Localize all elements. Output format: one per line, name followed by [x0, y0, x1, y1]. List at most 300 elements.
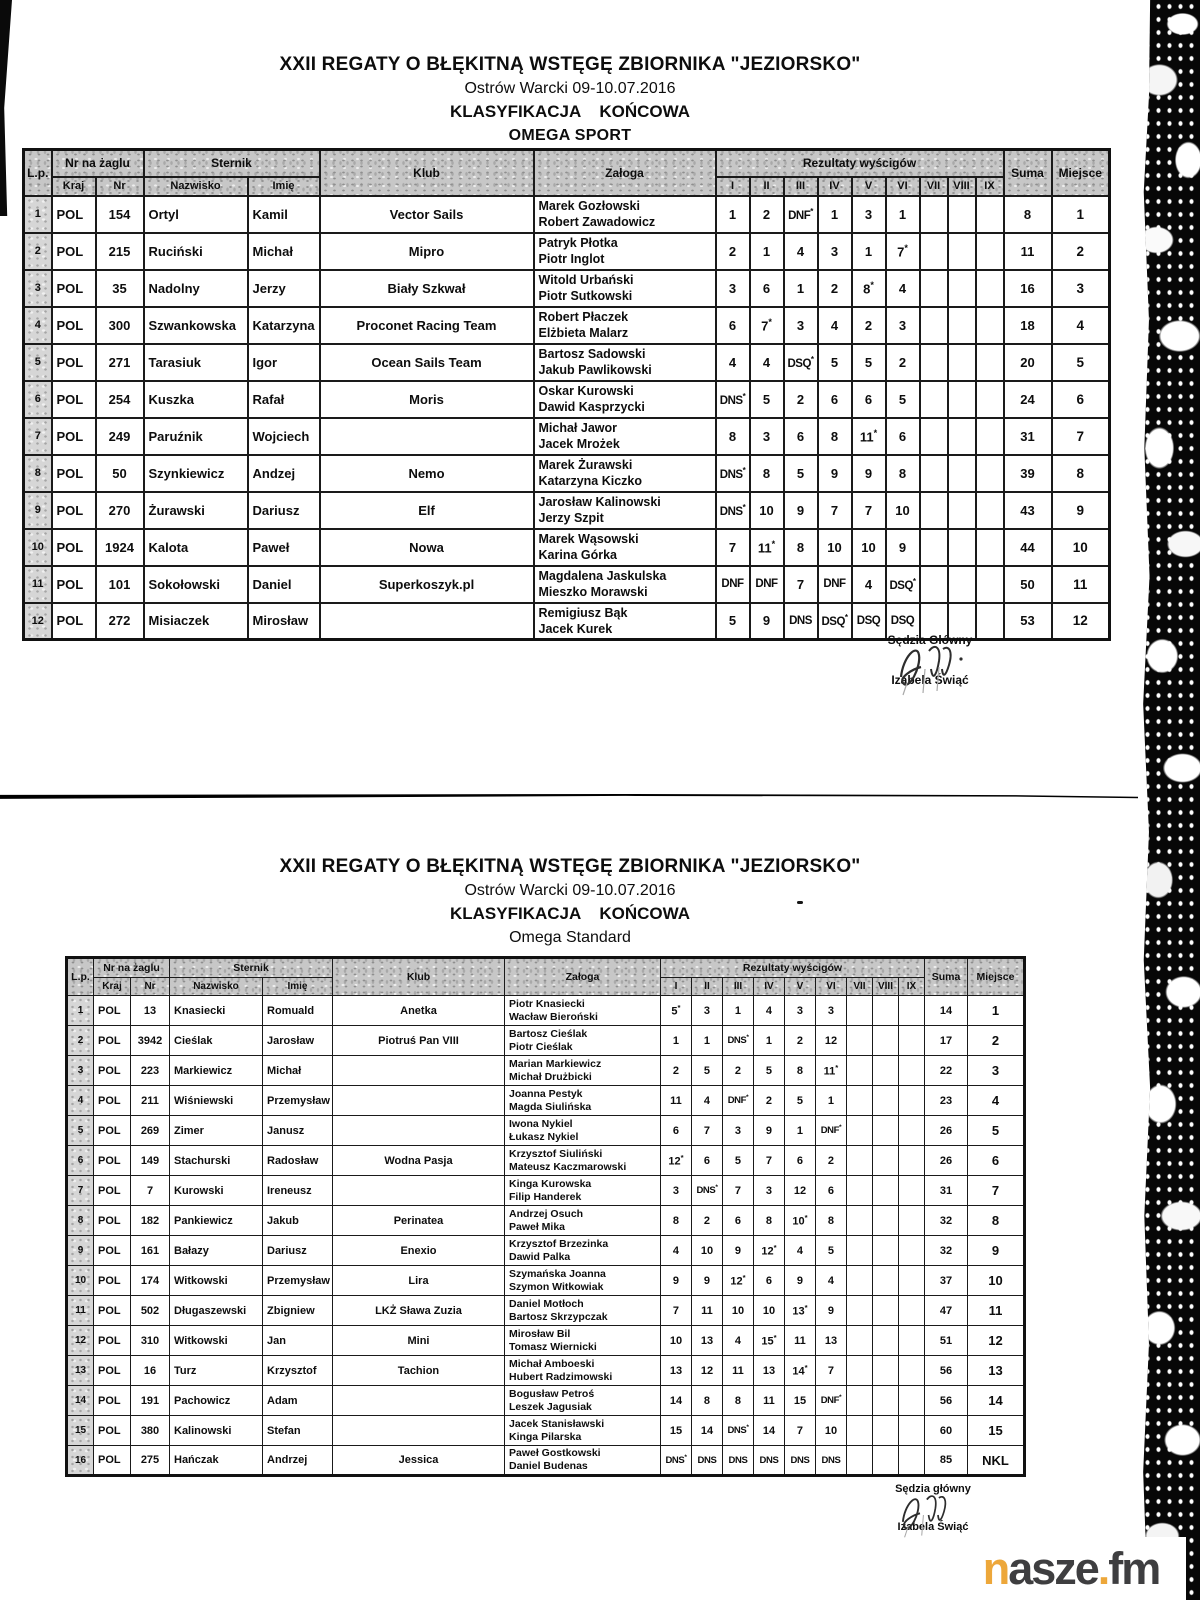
- cell-result: 7: [691, 1116, 722, 1146]
- cell-suma: 8: [1004, 196, 1052, 233]
- table-row: [24, 307, 1110, 344]
- cell-zaloga: [534, 529, 716, 566]
- discard-asterisk: *: [742, 1273, 746, 1283]
- crew-line: Filip Handerek: [508, 1190, 582, 1203]
- cell-result: [872, 1296, 898, 1326]
- cell-result: [846, 1326, 872, 1356]
- cell-result: [898, 1236, 924, 1266]
- cell-nazwisko: Paruźnik: [144, 418, 248, 455]
- cell-result: [898, 1116, 924, 1146]
- cell-klub: Mini: [332, 1326, 504, 1356]
- cell-klub: Piotruś Pan VIII: [332, 1026, 504, 1056]
- cell-result: 2: [784, 381, 818, 418]
- page2-classification: KLASYFIKACJA KOŃCOWA: [449, 904, 691, 924]
- cell-result: [898, 1446, 924, 1476]
- cell-result: 3: [722, 1116, 753, 1146]
- cell-result: [898, 1296, 924, 1326]
- cell-result: DNS*: [722, 1416, 753, 1446]
- cell-result: 3: [716, 270, 750, 307]
- crew-line: Marek Gozłowski: [538, 199, 640, 213]
- cell-result: [898, 1146, 924, 1176]
- cell-nazwisko: Żurawski: [144, 492, 248, 529]
- cell-result: [872, 1266, 898, 1296]
- crew-line: Piotr Knasiecki: [508, 997, 585, 1010]
- cell-result: 5: [722, 1146, 753, 1176]
- cell-result: [846, 1116, 872, 1146]
- cell-result: 9: [886, 529, 920, 566]
- cell-result: 9: [852, 455, 886, 492]
- logo-part: .: [1097, 1542, 1109, 1594]
- cell-miejsce: 14: [967, 1386, 1024, 1416]
- cell-result: [920, 196, 948, 233]
- table-row: [24, 529, 1110, 566]
- cell-miejsce: 1: [1052, 196, 1110, 233]
- cell-result: 4: [716, 344, 750, 381]
- cell-result: [872, 1056, 898, 1086]
- cell-miejsce: 13: [967, 1356, 1024, 1386]
- crew-line: Paweł Gostkowski: [508, 1447, 601, 1459]
- discard-asterisk: *: [904, 242, 908, 253]
- discard-asterisk: *: [912, 576, 916, 586]
- cell-nazwisko: Szwankowska: [144, 307, 248, 344]
- header-klub: Klub: [332, 958, 504, 996]
- cell-result: [976, 566, 1004, 603]
- crew-line: Piotr Cieślak: [508, 1040, 573, 1053]
- cell-imie: Dariusz: [248, 492, 320, 529]
- cell-nr: 154: [96, 196, 144, 233]
- cell-result: [846, 1266, 872, 1296]
- cell-result: 6: [784, 1146, 815, 1176]
- cell-lp: 11: [24, 566, 52, 603]
- cell-nr: 310: [131, 1326, 170, 1356]
- header-lp: L.p.: [67, 958, 94, 996]
- cell-result: 8: [818, 418, 852, 455]
- cell-result: 15: [660, 1416, 691, 1446]
- cell-zaloga: [534, 603, 716, 640]
- cell-result: [948, 307, 976, 344]
- cell-result: 7: [818, 492, 852, 529]
- cell-suma: 26: [924, 1146, 967, 1176]
- cell-result: 3: [753, 1176, 784, 1206]
- cell-result: 6: [753, 1266, 784, 1296]
- results-table-omega-sport: [22, 148, 1111, 641]
- header-race-IX: IX: [976, 177, 1004, 196]
- cell-result: [920, 233, 948, 270]
- crew-line: Marek Wąsowski: [538, 532, 639, 546]
- cell-result: 8: [753, 1206, 784, 1236]
- cell-nazwisko: Kalinowski: [170, 1416, 263, 1446]
- cell-result: [846, 1386, 872, 1416]
- cell-result: 6: [852, 381, 886, 418]
- cell-result: [872, 1446, 898, 1476]
- cell-result: [898, 1056, 924, 1086]
- table-row: [67, 1386, 1025, 1416]
- cell-klub: Enexio: [332, 1236, 504, 1266]
- cell-suma: 32: [924, 1206, 967, 1236]
- cell-suma: 11: [1004, 233, 1052, 270]
- header-suma: Suma: [1004, 150, 1052, 196]
- table-row: [67, 1446, 1025, 1476]
- cell-result: 5: [750, 381, 784, 418]
- cell-kraj: POL: [52, 492, 96, 529]
- cell-nazwisko: Wiśniewski: [170, 1086, 263, 1116]
- cell-result: [872, 1236, 898, 1266]
- header-race-VI: VI: [886, 177, 920, 196]
- cell-result: 14: [660, 1386, 691, 1416]
- crew-line: Robert Płaczek: [538, 310, 629, 324]
- cell-result: 2: [691, 1206, 722, 1236]
- cell-result: [948, 418, 976, 455]
- cell-result: 3: [691, 996, 722, 1026]
- crew-line: Jacek Stanisławski: [508, 1417, 605, 1430]
- cell-result: 1: [815, 1086, 846, 1116]
- page1-title: XXII REGATY O BŁĘKITNĄ WSTĘGĘ ZBIORNIKA "JEZIORSKO": [279, 54, 861, 75]
- cell-result: 10: [691, 1236, 722, 1266]
- cell-zaloga: [504, 1236, 660, 1266]
- cell-result: 11*: [750, 529, 784, 566]
- cell-imie: Daniel: [248, 566, 320, 603]
- cell-klub: [332, 1056, 504, 1086]
- cell-result: [948, 455, 976, 492]
- cell-result: 10: [753, 1296, 784, 1326]
- cell-result: [846, 1146, 872, 1176]
- discard-asterisk: *: [810, 206, 813, 216]
- cell-result: [948, 270, 976, 307]
- cell-result: 4: [784, 1236, 815, 1266]
- cell-nr: 223: [131, 1056, 170, 1086]
- cell-result: DNF*: [722, 1086, 753, 1116]
- cell-nazwisko: Tarasiuk: [144, 344, 248, 381]
- cell-suma: 31: [1004, 418, 1052, 455]
- cell-nr: 270: [96, 492, 144, 529]
- cell-suma: 26: [924, 1116, 967, 1146]
- crew-line: Szymańska Joanna: [508, 1267, 606, 1280]
- header-kraj: Kraj: [94, 978, 131, 996]
- cell-nazwisko: Hańczak: [170, 1446, 263, 1476]
- cell-nazwisko: Witkowski: [170, 1326, 263, 1356]
- cell-result: DNS: [691, 1446, 722, 1476]
- cell-miejsce: 3: [967, 1056, 1024, 1086]
- page1-title-block: [0, 54, 1140, 145]
- cell-result: 5*: [660, 996, 691, 1026]
- cell-klub: Perinatea: [332, 1206, 504, 1236]
- crew-line: Joanna Pestyk: [508, 1087, 583, 1100]
- crew-line: Jarosław Kalinowski: [538, 495, 661, 509]
- crew-line: Robert Zawadowicz: [538, 215, 656, 229]
- crew-line: Hubert Radzimowski: [508, 1370, 613, 1383]
- cell-zaloga: [534, 270, 716, 307]
- cell-result: 5: [784, 455, 818, 492]
- crew-line: Jakub Pawlikowski: [538, 363, 652, 377]
- cell-result: 4: [750, 344, 784, 381]
- cell-suma: 37: [924, 1266, 967, 1296]
- cell-klub: Wodna Pasja: [332, 1146, 504, 1176]
- cell-result: [846, 1296, 872, 1326]
- page2-signature-name: Izabela Świąć: [897, 1521, 969, 1533]
- crew-line: Daniel Budenas: [508, 1460, 588, 1472]
- cell-result: DNS*: [722, 1026, 753, 1056]
- cell-suma: 47: [924, 1296, 967, 1326]
- cell-imie: Dariusz: [263, 1236, 333, 1266]
- cell-zaloga: [504, 1416, 660, 1446]
- cell-zaloga: [534, 233, 716, 270]
- cell-lp: 5: [67, 1116, 94, 1146]
- cell-klub: Superkoszyk.pl: [320, 566, 534, 603]
- discard-asterisk: *: [746, 1034, 749, 1042]
- cell-result: 13: [753, 1356, 784, 1386]
- cell-result: [920, 270, 948, 307]
- cell-result: 9: [784, 492, 818, 529]
- cell-result: [846, 1356, 872, 1386]
- cell-result: DNS: [784, 1446, 815, 1476]
- cell-imie: Jakub: [263, 1206, 333, 1236]
- cell-result: 8: [886, 455, 920, 492]
- cell-result: 2: [750, 196, 784, 233]
- cell-result: 11: [691, 1296, 722, 1326]
- discard-asterisk: *: [742, 391, 746, 401]
- cell-zaloga: [504, 1386, 660, 1416]
- cell-suma: 14: [924, 996, 967, 1026]
- cell-result: [976, 381, 1004, 418]
- cell-result: [872, 1356, 898, 1386]
- cell-result: DNS*: [716, 381, 750, 418]
- cell-klub: [332, 1386, 504, 1416]
- cell-result: DSQ*: [818, 603, 852, 640]
- cell-miejsce: 15: [967, 1416, 1024, 1446]
- discard-asterisk: *: [773, 1333, 777, 1343]
- cell-result: [948, 381, 976, 418]
- cell-result: 14*: [784, 1356, 815, 1386]
- cell-result: 1: [716, 196, 750, 233]
- cell-result: 9: [722, 1236, 753, 1266]
- cell-miejsce: 12: [967, 1326, 1024, 1356]
- cell-result: [898, 1386, 924, 1416]
- cell-result: 5: [753, 1056, 784, 1086]
- crew-line: Mieszko Morawski: [538, 585, 648, 599]
- cell-kraj: POL: [94, 1116, 131, 1146]
- header-rezultaty: Rezultaty wyścigów: [660, 958, 924, 978]
- cell-kraj: POL: [52, 196, 96, 233]
- cell-klub: Lira: [332, 1266, 504, 1296]
- cell-result: 1: [691, 1026, 722, 1056]
- cell-result: 4: [852, 566, 886, 603]
- crew-line: Karina Górka: [538, 548, 618, 562]
- cell-result: 14: [753, 1416, 784, 1446]
- cell-result: 10: [818, 529, 852, 566]
- cell-result: 7: [815, 1356, 846, 1386]
- cell-lp: 9: [67, 1236, 94, 1266]
- crew-line: Tomasz Wiernicki: [508, 1340, 597, 1353]
- cell-result: DSQ*: [784, 344, 818, 381]
- cell-result: [846, 1446, 872, 1476]
- cell-zaloga: [504, 1146, 660, 1176]
- cell-result: 2: [753, 1086, 784, 1116]
- cell-result: 4: [660, 1236, 691, 1266]
- cell-result: 3: [750, 418, 784, 455]
- cell-result: 6: [716, 307, 750, 344]
- cell-klub: [332, 1176, 504, 1206]
- header-lp: L.p.: [24, 150, 52, 196]
- cell-nazwisko: Ruciński: [144, 233, 248, 270]
- table-row: [67, 1056, 1025, 1086]
- cell-result: [846, 1176, 872, 1206]
- cell-result: 8: [784, 529, 818, 566]
- header-zaloga: Załoga: [504, 958, 660, 996]
- cell-miejsce: NKL: [967, 1446, 1024, 1476]
- cell-miejsce: 11: [1052, 566, 1110, 603]
- cell-result: 3: [784, 996, 815, 1026]
- cell-kraj: POL: [94, 1416, 131, 1446]
- cell-result: 9: [660, 1266, 691, 1296]
- cell-nr: 149: [131, 1146, 170, 1176]
- cell-result: DNF*: [815, 1116, 846, 1146]
- header-imie: Imię: [248, 177, 320, 196]
- cell-result: 10*: [784, 1206, 815, 1236]
- cell-result: DSQ: [852, 603, 886, 640]
- cell-nr: 269: [131, 1116, 170, 1146]
- crew-line: Oskar Kurowski: [538, 384, 634, 398]
- cell-result: [948, 233, 976, 270]
- cell-result: [976, 529, 1004, 566]
- cell-result: DNS: [753, 1446, 784, 1476]
- cell-result: [948, 196, 976, 233]
- cell-result: 1: [750, 233, 784, 270]
- table-row: [67, 1026, 1025, 1056]
- cell-result: [976, 270, 1004, 307]
- page1-signature-name: Izabela Świąć: [891, 673, 969, 687]
- cell-imie: Radosław: [263, 1146, 333, 1176]
- cell-imie: Janusz: [263, 1116, 333, 1146]
- cell-result: 9: [753, 1116, 784, 1146]
- discard-asterisk: *: [844, 613, 848, 623]
- cell-klub: Anetka: [332, 996, 504, 1026]
- page-divider-line: [0, 794, 1138, 800]
- cell-kraj: POL: [52, 603, 96, 640]
- cell-result: [846, 1056, 872, 1086]
- cell-result: 7: [716, 529, 750, 566]
- cell-imie: Mirosław: [248, 603, 320, 640]
- cell-result: 2: [886, 344, 920, 381]
- discard-asterisk: *: [870, 279, 874, 290]
- header-race-IV: IV: [818, 177, 852, 196]
- cell-result: 9: [784, 1266, 815, 1296]
- cell-miejsce: 10: [967, 1266, 1024, 1296]
- cell-miejsce: 2: [967, 1026, 1024, 1056]
- crew-line: Paweł Mika: [508, 1220, 566, 1233]
- logo-part: fm: [1108, 1542, 1160, 1594]
- cell-imie: Andrzej: [263, 1446, 333, 1476]
- cell-result: 2: [716, 233, 750, 270]
- cell-lp: 4: [67, 1086, 94, 1116]
- cell-result: [976, 233, 1004, 270]
- cell-result: 6: [784, 418, 818, 455]
- cell-result: 5: [815, 1236, 846, 1266]
- cell-result: [872, 1416, 898, 1446]
- header-nr-na-zaglu: Nr na żaglu: [94, 958, 170, 978]
- cell-result: 4: [815, 1266, 846, 1296]
- cell-imie: Katarzyna: [248, 307, 320, 344]
- cell-result: DNS*: [660, 1446, 691, 1476]
- header-nr-na-zaglu: Nr na żaglu: [52, 150, 144, 177]
- cell-result: 9: [691, 1266, 722, 1296]
- cell-nr: 101: [96, 566, 144, 603]
- cell-result: 6: [886, 418, 920, 455]
- discard-asterisk: *: [771, 538, 776, 549]
- cell-result: [846, 1086, 872, 1116]
- cell-result: 2: [815, 1146, 846, 1176]
- cell-result: DNS: [722, 1446, 753, 1476]
- cell-result: 6: [815, 1176, 846, 1206]
- cell-zaloga: [534, 307, 716, 344]
- handwritten-signature: [873, 641, 983, 697]
- crew-line: Krzysztof Siuliński: [508, 1147, 603, 1160]
- cell-kraj: POL: [52, 270, 96, 307]
- cell-result: [898, 1086, 924, 1116]
- header-race-II: II: [750, 177, 784, 196]
- cell-result: [898, 1206, 924, 1236]
- cell-imie: Jerzy: [248, 270, 320, 307]
- cell-nr: 191: [131, 1386, 170, 1416]
- cell-result: 4: [753, 996, 784, 1026]
- cell-miejsce: 3: [1052, 270, 1110, 307]
- page2-title-block: [0, 856, 1140, 947]
- crew-line: Dawid Palka: [508, 1250, 571, 1263]
- crew-line: Szymon Witkowiak: [508, 1280, 604, 1293]
- cell-result: 11: [753, 1386, 784, 1416]
- cell-result: [872, 1326, 898, 1356]
- cell-result: [920, 381, 948, 418]
- discard-asterisk: *: [804, 1303, 808, 1313]
- cell-kraj: POL: [94, 1386, 131, 1416]
- cell-result: [846, 1236, 872, 1266]
- cell-result: [872, 1386, 898, 1416]
- cell-kraj: POL: [94, 1266, 131, 1296]
- crew-line: Andrzej Osuch: [508, 1207, 584, 1220]
- cell-nr: 16: [131, 1356, 170, 1386]
- cell-lp: 6: [24, 381, 52, 418]
- table-row: [67, 1266, 1025, 1296]
- header-nr: Nr: [131, 978, 170, 996]
- cell-lp: 10: [67, 1266, 94, 1296]
- cell-lp: 7: [67, 1176, 94, 1206]
- page1-signature-block: [845, 633, 1015, 687]
- cell-result: [976, 418, 1004, 455]
- cell-nr: 215: [96, 233, 144, 270]
- cell-suma: 17: [924, 1026, 967, 1056]
- cell-result: 11: [722, 1356, 753, 1386]
- cell-suma: 32: [924, 1236, 967, 1266]
- header-miejsce: Miejsce: [967, 958, 1024, 996]
- nasze-fm-watermark: [956, 1537, 1186, 1600]
- cell-lp: 15: [67, 1416, 94, 1446]
- cell-result: 13: [660, 1356, 691, 1386]
- crew-line: Jacek Kurek: [538, 621, 613, 636]
- crew-line: Michał Drużbicki: [508, 1070, 592, 1083]
- cell-nazwisko: Stachurski: [170, 1146, 263, 1176]
- cell-result: [948, 492, 976, 529]
- cell-imie: Rafał: [248, 381, 320, 418]
- header-race-VII: VII: [920, 177, 948, 196]
- cell-result: DNF: [716, 566, 750, 603]
- cell-zaloga: [534, 344, 716, 381]
- cell-result: 5: [818, 344, 852, 381]
- cell-result: 13*: [784, 1296, 815, 1326]
- cell-result: 12: [815, 1026, 846, 1056]
- cell-result: 12*: [722, 1266, 753, 1296]
- cell-nr: 174: [131, 1266, 170, 1296]
- cell-result: 2: [852, 307, 886, 344]
- table-row: [24, 270, 1110, 307]
